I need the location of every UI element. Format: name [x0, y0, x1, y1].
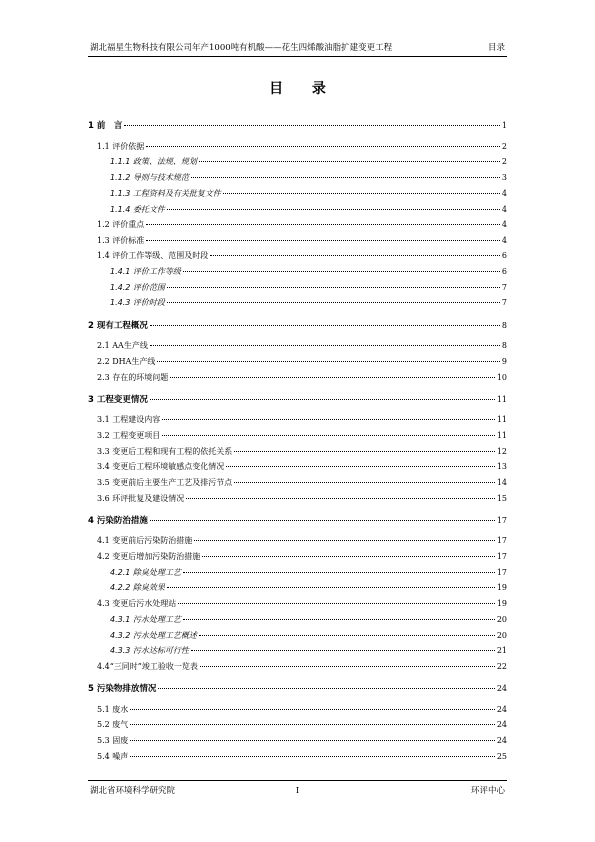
- toc-entry-page-number: 25: [496, 752, 507, 761]
- toc-entry-label: 4.2.1 除臭处理工艺: [110, 568, 181, 577]
- toc-dot-leader: [170, 367, 495, 378]
- toc-entry-level-1[interactable]: [88, 317, 507, 331]
- toc-entry-page-number: 21: [496, 646, 507, 655]
- toc-entry-label: 4.2 变更后增加污染防治措施: [97, 552, 201, 561]
- toc-dot-leader: [210, 245, 500, 256]
- toc-entry-level-3[interactable]: [110, 279, 507, 293]
- toc-entry-label: 2 现有工程概况: [88, 321, 148, 331]
- toc-dot-leader: [146, 136, 500, 147]
- toc-entry-level-2[interactable]: [97, 369, 507, 383]
- toc-entry-label: 2.3 存在的环境问题: [97, 373, 169, 382]
- toc-entry-level-1[interactable]: [88, 512, 507, 526]
- toc-dot-leader: [199, 151, 500, 162]
- toc-dot-leader: [150, 335, 500, 346]
- toc-entry-level-3[interactable]: [110, 263, 507, 277]
- toc-dot-leader: [167, 199, 500, 210]
- toc-entry-page-number: 24: [496, 720, 507, 729]
- toc-dot-leader: [167, 292, 500, 303]
- toc-dot-leader: [223, 183, 500, 194]
- toc-dot-leader: [158, 678, 494, 689]
- toc-dot-leader: [124, 115, 500, 126]
- toc-dot-leader: [150, 315, 500, 326]
- toc-entry-page-number: 22: [496, 662, 507, 671]
- toc-dot-leader: [200, 656, 495, 667]
- toc-dot-leader: [191, 167, 500, 178]
- toc-entry-level-2[interactable]: [97, 427, 507, 441]
- page-header: [88, 40, 507, 57]
- footer-department: 环评中心: [470, 786, 505, 796]
- toc-entry-level-3[interactable]: [110, 564, 507, 578]
- toc-entry-level-3[interactable]: [110, 579, 507, 593]
- toc-entry-label: 2.1 AA生产线: [97, 341, 148, 350]
- toc-dot-leader: [167, 277, 500, 288]
- toc-entry-page-number: 17: [496, 536, 507, 545]
- toc-dot-leader: [183, 609, 495, 620]
- toc-entry-label: 1.1.2 导则与技术规范: [110, 173, 189, 182]
- toc-dot-leader: [234, 441, 495, 452]
- toc-entry-label: 1.1 评价依据: [97, 142, 145, 151]
- toc-entry-page-number: 17: [496, 516, 507, 525]
- toc-dot-leader: [157, 351, 499, 362]
- toc-entry-label: 1.4 评价工作等级、范围及时段: [97, 251, 209, 260]
- toc-entry-page-number: 7: [501, 283, 507, 292]
- toc-entry-label: 2.2 DHA生产线: [97, 357, 156, 366]
- toc-entry-level-3[interactable]: [110, 153, 507, 167]
- toc-entry-level-2[interactable]: [97, 337, 507, 351]
- toc-entry-level-2[interactable]: [97, 138, 507, 152]
- toc-dot-leader: [234, 472, 495, 483]
- toc-entry-page-number: 9: [501, 357, 507, 366]
- toc-entry-label: 3.1 工程建设内容: [97, 415, 161, 424]
- toc-dot-leader: [146, 230, 500, 241]
- toc-entry-label: 5.1 废水: [97, 705, 129, 714]
- toc-entry-level-1[interactable]: [88, 391, 507, 405]
- toc-entry-level-1[interactable]: [88, 117, 507, 131]
- footer-organization: 湖北省环境科学研究院: [90, 786, 176, 796]
- toc-entry-page-number: 11: [496, 415, 507, 424]
- toc-entry-page-number: 11: [496, 395, 507, 404]
- toc-entry-page-number: 3: [501, 173, 507, 182]
- toc-entry-page-number: 12: [496, 447, 507, 456]
- toc-entry-label: 1.3 评价标准: [97, 236, 145, 245]
- toc-entry-label: 5 污染物排放情况: [88, 684, 157, 694]
- toc-entry-label: 4.3.1 污水处理工艺: [110, 615, 181, 624]
- toc-dot-leader: [130, 714, 495, 725]
- toc-entry-page-number: 24: [496, 736, 507, 745]
- toc-entry-level-2[interactable]: [97, 748, 507, 762]
- toc-entry-level-2[interactable]: [97, 595, 507, 609]
- toc-entry-label: 3.4 变更后工程环境敏感点变化情况: [97, 462, 225, 471]
- toc-entry-level-3[interactable]: [110, 185, 507, 199]
- toc-entry-label: 3.6 环评批复及建设情况: [97, 494, 185, 503]
- page-title: 目 录: [269, 81, 338, 97]
- toc-dot-leader: [130, 746, 495, 757]
- toc-entry-label: 4.2.2 除臭效果: [110, 583, 165, 592]
- toc-entry-level-3[interactable]: [110, 294, 507, 308]
- toc-dot-leader: [199, 625, 495, 636]
- toc-entry-page-number: 13: [496, 462, 507, 471]
- toc-dot-leader: [186, 488, 495, 499]
- toc-dot-leader: [162, 425, 495, 436]
- toc-entry-label: 4.3.3 污水达标可行性: [110, 646, 189, 655]
- toc-entry-level-2[interactable]: [97, 411, 507, 425]
- toc-entry-label: 5.3 固废: [97, 736, 129, 745]
- toc-entry-page-number: 4: [501, 220, 507, 229]
- toc-entry-page-number: 17: [496, 568, 507, 577]
- toc-entry-page-number: 4: [501, 205, 507, 214]
- toc-entry-label: 4.3 变更后污水处理站: [97, 599, 177, 608]
- toc-entry-page-number: 15: [496, 494, 507, 503]
- toc-dot-leader: [194, 530, 495, 541]
- toc-entry-level-3[interactable]: [110, 611, 507, 625]
- toc-entry-label: 1.2 评价重点: [97, 220, 145, 229]
- toc-dot-leader: [162, 409, 495, 420]
- toc-entry-label: 1.1.1 政策、法规、规划: [110, 157, 197, 166]
- toc-entry-page-number: 14: [496, 478, 507, 487]
- toc-entry-label: 1.1.3 工程资料及有关批复文件: [110, 189, 221, 198]
- toc-entry-page-number: 4: [501, 236, 507, 245]
- toc-entry-page-number: 24: [496, 705, 507, 714]
- toc-entry-level-2[interactable]: [97, 458, 507, 472]
- toc-entry-label: 3.5 变更前后主要生产工艺及排污节点: [97, 478, 233, 487]
- toc-entry-page-number: 10: [496, 373, 507, 382]
- toc-dot-leader: [130, 699, 495, 710]
- toc-dot-leader: [183, 562, 495, 573]
- toc-entry-level-2[interactable]: [97, 548, 507, 562]
- toc-entry-label: 1.4.1 评价工作等级: [110, 267, 181, 276]
- toc-entry-level-2[interactable]: [97, 658, 507, 672]
- toc-entry-level-3[interactable]: [110, 642, 507, 656]
- toc-entry-page-number: 8: [501, 321, 507, 330]
- toc-entry-page-number: 20: [496, 631, 507, 640]
- toc-entry-level-2[interactable]: [97, 490, 507, 504]
- toc-entry-label: 4 污染防治措施: [88, 516, 148, 526]
- toc-entry-label: 3.2 工程变更项目: [97, 431, 161, 440]
- toc-entry-label: 1.4.3 评价时段: [110, 298, 165, 307]
- toc-entry-label: 5.4 噪声: [97, 752, 129, 761]
- toc-dot-leader: [130, 730, 495, 741]
- toc-entry-level-3[interactable]: [110, 169, 507, 183]
- toc-entry-label: 4.4“三同时”竣工验收一览表: [97, 662, 198, 671]
- toc-entry-page-number: 7: [501, 298, 507, 307]
- toc-entry-level-2[interactable]: [97, 353, 507, 367]
- toc-entry-page-number: 1: [501, 121, 507, 130]
- toc-entry-label: 3.3 变更后工程和现有工程的依托关系: [97, 447, 233, 456]
- toc-entry-label: 4.3.2 污水处理工艺概述: [110, 631, 197, 640]
- toc-entry-level-2[interactable]: [97, 216, 507, 230]
- toc-entry-level-3[interactable]: [110, 627, 507, 641]
- toc-dot-leader: [191, 640, 495, 651]
- toc-entry-page-number: 19: [496, 583, 507, 592]
- toc-entry-level-2[interactable]: [97, 443, 507, 457]
- toc-entry-page-number: 6: [501, 251, 507, 260]
- toc-entry-label: 1.4.2 评价范围: [110, 283, 165, 292]
- toc-entry-level-2[interactable]: [97, 474, 507, 488]
- toc-entry-level-2[interactable]: [97, 701, 507, 715]
- toc-entry-page-number: 6: [501, 267, 507, 276]
- toc-dot-leader: [167, 577, 495, 588]
- toc-entry-level-2[interactable]: [97, 716, 507, 730]
- header-section: 目录: [487, 43, 505, 53]
- toc-entry-page-number: 11: [496, 431, 507, 440]
- toc-entry-page-number: 2: [501, 157, 507, 166]
- toc-entry-level-2[interactable]: [97, 532, 507, 546]
- toc-dot-leader: [183, 261, 500, 272]
- toc-entry-page-number: 4: [501, 189, 507, 198]
- toc-entry-level-2[interactable]: [97, 732, 507, 746]
- toc-entry-label: 4.1 变更前后污染防治措施: [97, 536, 193, 545]
- page-footer: [88, 780, 507, 797]
- toc-entry-level-3[interactable]: [110, 201, 507, 215]
- toc-entry-page-number: 24: [496, 684, 507, 693]
- toc-entry-page-number: 19: [496, 599, 507, 608]
- toc-entry-label: 5.2 废气: [97, 720, 129, 729]
- toc-entry-page-number: 20: [496, 615, 507, 624]
- toc-entry-label: 1 前 言: [88, 121, 123, 131]
- toc-entry-level-2[interactable]: [97, 232, 507, 246]
- toc-entry-level-1[interactable]: [88, 680, 507, 694]
- header-title: 湖北福星生物科技有限公司年产1000吨有机酸——花生四烯酸油脂扩建变更工程: [90, 43, 393, 53]
- toc-dot-leader: [146, 214, 500, 225]
- toc-dot-leader: [226, 456, 495, 467]
- toc-entry-label: 3 工程变更情况: [88, 395, 148, 405]
- toc-dot-leader: [150, 389, 495, 400]
- toc-dot-leader: [150, 510, 495, 521]
- toc-entry-page-number: 2: [501, 142, 507, 151]
- toc-dot-leader: [202, 546, 495, 557]
- toc-dot-leader: [178, 593, 495, 604]
- footer-page-number: I: [295, 786, 300, 796]
- toc-entry-level-2[interactable]: [97, 247, 507, 261]
- toc-entry-label: 1.1.4 委托文件: [110, 205, 165, 214]
- toc-entry-page-number: 17: [496, 552, 507, 561]
- toc-entry-page-number: 8: [501, 341, 507, 350]
